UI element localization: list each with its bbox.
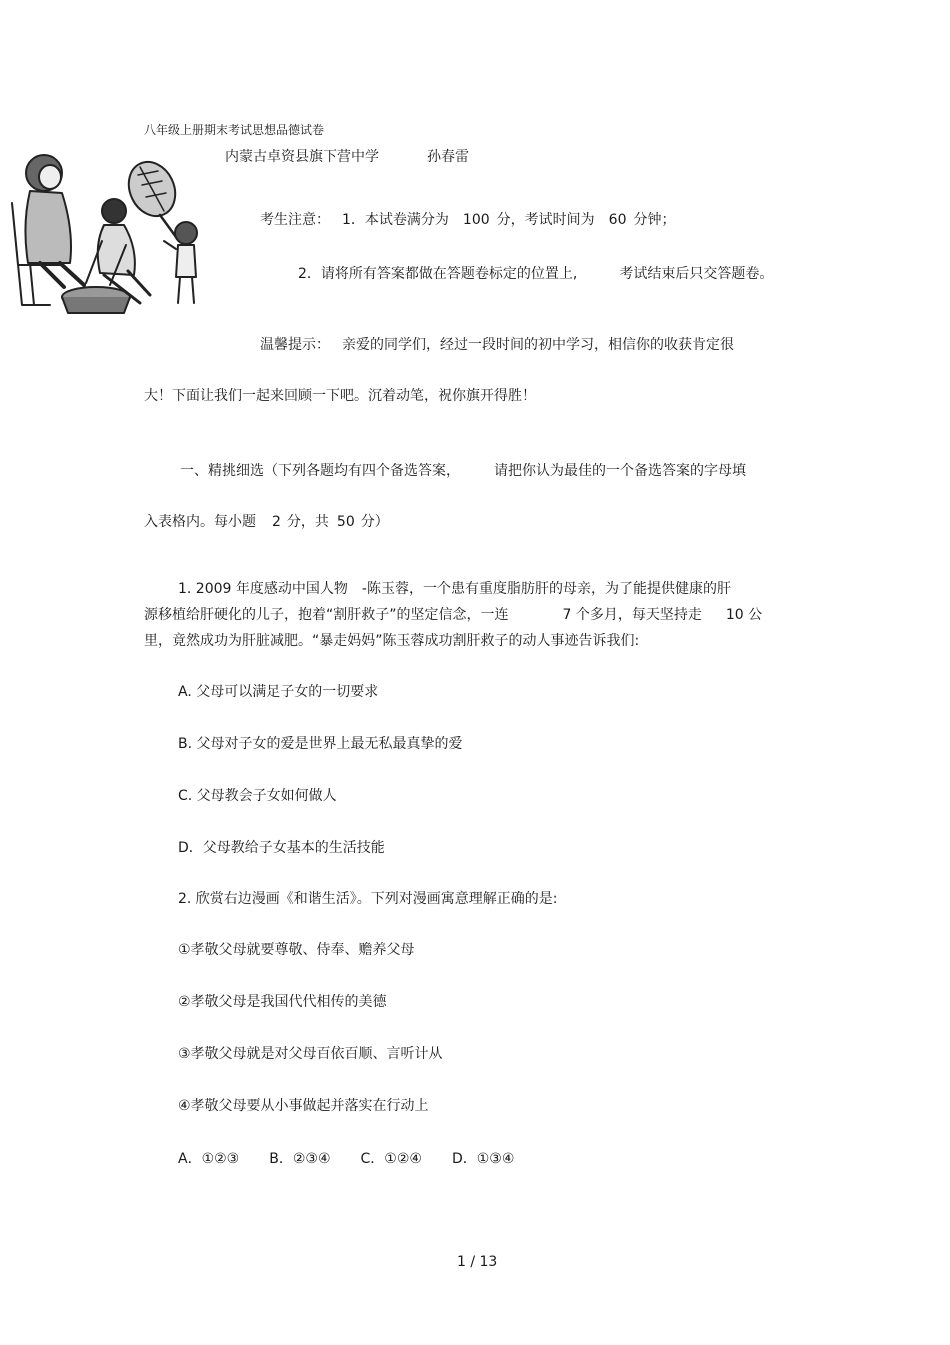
- q2-stem: 2. 欣赏右边漫画《和谐生活》。下列对漫画寓意理解正确的是:: [178, 891, 558, 907]
- notice-item2-text-2: 考试结束后只交答题卷。: [619, 266, 774, 282]
- q1-option-d: D．父母教给子女基本的生活技能: [178, 840, 385, 856]
- q1-stem-text-4: 7 个多月，每天坚持走: [562, 607, 702, 623]
- q2-option-b: B．②③④: [269, 1151, 331, 1167]
- q1-stem-line-1: [178, 580, 731, 598]
- tip-text: 亲爱的同学们，经过一段时间的初中学习，相信你的收获肯定很: [342, 337, 734, 353]
- q2-options: [178, 1150, 514, 1168]
- q2-option-a: A．①②③: [178, 1151, 240, 1167]
- q1-option-c: C. 父母教会子女如何做人: [178, 788, 337, 804]
- author-name: 孙春雷: [427, 149, 469, 165]
- notice-line-2: [298, 265, 773, 283]
- total-points: 50: [336, 514, 355, 530]
- q2-statement-2: ②孝敬父母是我国代代相传的美德: [178, 994, 387, 1010]
- q1-stem-text-5: 10 公: [725, 607, 763, 623]
- notice-label: 考生注意：: [260, 212, 330, 228]
- q2-statement-4: ④孝敬父母要从小事做起并落实在行动上: [178, 1098, 429, 1114]
- page-number: 1 / 13: [457, 1254, 498, 1270]
- q2-option-d: D．①③④: [451, 1151, 515, 1167]
- points-per-question: 2: [272, 514, 281, 530]
- q2-statement-3: ③孝敬父母就是对父母百依百顺、言听计从: [178, 1046, 443, 1062]
- notice-item1-text-3: 分钟；: [633, 212, 676, 228]
- section-heading-line-2: [144, 513, 389, 531]
- q1-option-b: B. 父母对子女的爱是世界上最无私最真挚的爱: [178, 736, 463, 752]
- section-heading-text-2: 请把你认为最佳的一个备选答案的字母填: [494, 463, 746, 479]
- q1-stem-text-3: 源移植给肝硬化的儿子，抱着“割肝救子”的坚定信念，一连: [144, 607, 509, 623]
- q2-option-c: C．①②④: [360, 1151, 422, 1167]
- notice-item2-text: 2．请将所有答案都做在答题卷标定的位置上,: [298, 266, 578, 282]
- section-instruction-2: 分，共: [286, 514, 329, 530]
- cartoon-illustration: [0, 145, 212, 321]
- q1-stem-text: 1. 2009 年度感动中国人物: [178, 581, 348, 597]
- notice-line-1: [260, 211, 675, 229]
- tip-line-1: [260, 336, 734, 354]
- section-heading-text: 一、精挑细选（下列各题均有四个备选答案，: [180, 463, 460, 479]
- school-name: 内蒙古卓资县旗下营中学: [225, 149, 379, 165]
- tip-label: 温馨提示：: [260, 337, 330, 353]
- section-instruction: 入表格内。每小题: [144, 514, 256, 530]
- q1-stem-line-3: 里，竟然成功为肝脏减肥。“暴走妈妈”陈玉蓉成功割肝救子的动人事迹告诉我们:: [144, 633, 640, 649]
- notice-item1-text: 1．本试卷满分为: [342, 212, 449, 228]
- q1-stem-text-2: -陈玉蓉，一个患有重度脂肪肝的母亲，为了能提供健康的肝: [361, 581, 731, 597]
- section-instruction-3: 分）: [360, 514, 389, 530]
- notice-full-score: 100: [462, 212, 490, 228]
- q1-stem-line-2: [144, 606, 762, 624]
- section-heading-line-1: [180, 462, 746, 480]
- notice-exam-time: 60: [608, 212, 627, 228]
- tip-line-2: 大！下面让我们一起来回顾一下吧。沉着动笔，祝你旗开得胜！: [144, 388, 536, 404]
- q1-option-a: A. 父母可以满足子女的一切要求: [178, 684, 379, 700]
- notice-item1-text-2: 分，考试时间为: [496, 212, 595, 228]
- exam-title: 八年级上册期末考试思想品德试卷: [144, 123, 325, 137]
- q2-statement-1: ①孝敬父母就要尊敬、侍奉、赡养父母: [178, 942, 415, 958]
